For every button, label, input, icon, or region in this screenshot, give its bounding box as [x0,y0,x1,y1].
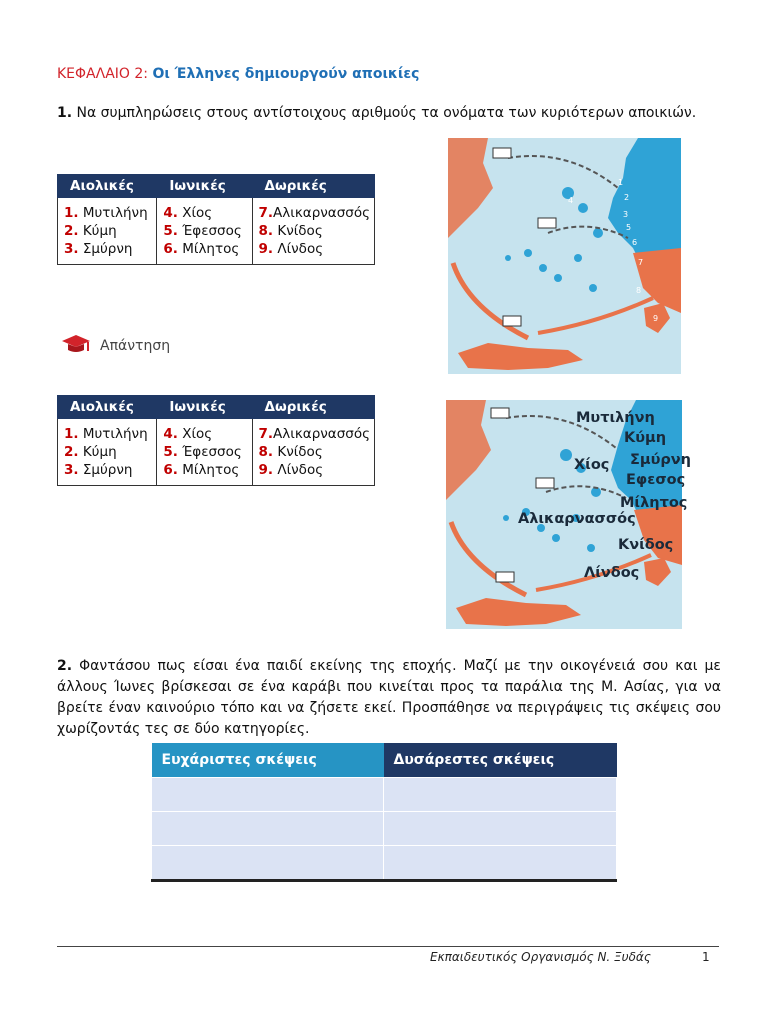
colony-item: 7.Αλικαρνασσός [258,205,370,221]
table-row [152,778,617,812]
colony-item: 9. Λίνδος [258,462,324,478]
colony-item: 2. Κύμη [64,444,117,460]
footer-organization: Εκπαιδευτικός Οργανισμός Ν. Ξυδάς [430,950,651,964]
colonies-map-blank [448,138,681,374]
header-dorian: Δωρικές [252,175,374,198]
header-unpleasant-thoughts: Δυσάρεστες σκέψεις [384,743,617,778]
colonies-answer-table [57,395,375,486]
colony-item: 1. Μυτιλήνη [64,205,148,221]
question-1 [57,103,717,124]
map-marker: 6 [632,238,638,247]
map-marker: 1 [618,178,624,187]
thoughts-table [151,743,617,882]
dorian-cell [252,198,374,265]
colony-item: 8. Κνίδος [258,223,323,239]
header-ionian: Ιωνικές [157,175,252,198]
map-marker: 5 [626,223,632,232]
footer-divider [57,946,719,947]
colony-item: 4. Χίος [163,426,213,442]
map-label-miletus: Μίλητος [620,495,688,511]
header-pleasant-thoughts: Ευχάριστες σκέψεις [152,743,384,778]
colony-item: 4. Χίος [163,205,213,221]
map-marker: 9 [653,314,659,323]
colony-item: 5. Έφεσσος [163,444,242,460]
dorian-cell [252,419,374,486]
aeolian-cell [58,419,157,486]
colony-item: 8. Κνίδος [258,444,323,460]
pleasant-thought-cell[interactable] [152,778,384,812]
page-number: 1 [702,950,710,964]
map-label-halicarnassus: Αλικαρνασσός [518,511,636,527]
ionian-cell [157,419,252,486]
colony-item: 5. Έφεσσος [163,223,242,239]
colonies-map-labeled [446,400,691,629]
pleasant-thought-cell[interactable] [152,846,384,881]
question-2-number: 2. [57,658,73,674]
header-aeolian: Αιολικές [58,396,157,419]
header-aeolian: Αιολικές [58,175,157,198]
unpleasant-thought-cell[interactable] [384,812,617,846]
map-label-mytilene: Μυτιλήνη [576,410,655,426]
map-marker: 8 [636,286,642,295]
chapter-heading: Οι Έλληνες δημιουργούν αποικίες [152,66,420,82]
map-marker: 2 [624,193,630,202]
answer-label [60,333,170,359]
chapter-title [57,66,419,82]
map-marker: 7 [638,258,644,267]
colony-item: 7.Αλικαρνασσός [258,426,370,442]
question-2-text: Φαντάσου πως είσαι ένα παιδί εκείνης της εποχής. Μαζί με την οικογένειά σου και με άλλους Ίωνες βρίσκεσαι σε ένα καράβι που κινείται προς τα παράλια της Μ. Ασίας, για να βρείτε έναν καινούριο τόπο και να ζήσετε εκεί. Προσπάθησε να περιγράψεις τις σκέψεις σου χωρίζοντάς τες σε δύο κατηγορίες. [57,658,721,737]
colony-item: 9. Λίνδος [258,241,324,257]
question-2 [57,656,721,740]
unpleasant-thought-cell[interactable] [384,778,617,812]
table-row [152,812,617,846]
question-1-number: 1. [57,105,73,121]
map-label-ephesus: Εφεσος [626,472,686,488]
table-row [152,846,617,881]
map-graphic [448,138,681,374]
header-ionian: Ιωνικές [157,396,252,419]
unpleasant-thought-cell[interactable] [384,846,617,881]
pleasant-thought-cell[interactable] [152,812,384,846]
graduation-cap-icon [60,333,92,359]
question-1-text: Να συμπληρώσεις στους αντίστοιχους αριθμούς τα ονόματα των κυριότερων αποικιών. [72,105,697,121]
map-marker: 3 [623,210,629,219]
colonies-table [57,174,375,265]
colony-item: 6. Μίλητος [163,462,240,478]
map-marker: 4 [568,196,574,205]
colony-item: 2. Κύμη [64,223,117,239]
map-label-smyrna: Σμύρνη [630,452,691,468]
colony-item: 6. Μίλητος [163,241,240,257]
map-label-lindos: Λίνδος [584,565,640,581]
chapter-prefix: ΚΕΦΑΛΑΙΟ 2: [57,66,153,82]
map-label-kyme: Κύμη [624,430,667,446]
colony-item: 3. Σμύρνη [64,241,133,257]
answer-text: Απάντηση [100,338,171,354]
colony-item: 1. Μυτιλήνη [64,426,148,442]
ionian-cell [157,198,252,265]
aeolian-cell [58,198,157,265]
colony-item: 3. Σμύρνη [64,462,133,478]
map-label-chios: Χίος [574,457,610,473]
map-label-knidos: Κνίδος [618,537,674,553]
header-dorian: Δωρικές [252,396,374,419]
